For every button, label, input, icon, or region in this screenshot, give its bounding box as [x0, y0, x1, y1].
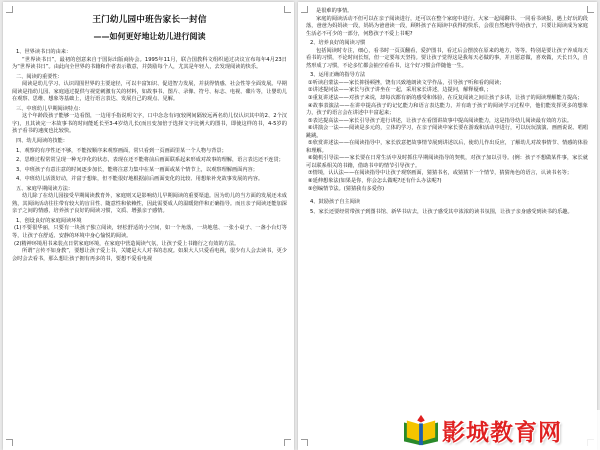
body-paragraph: ①听读启蒙法——家长抑扬顿挫，饶有兴致地朗读文学作品，引导孩子听和看的阅读； [308, 79, 505, 86]
section-heading: 3、中班孩子有意注意的时间逐步加长，能将注意力集中在某一画面或某个情节上，以观察理解画面内容； [16, 166, 258, 173]
right-body [306, 8, 588, 216]
section-heading: 二、阅读的重要性： [16, 73, 63, 80]
left-column [12, 10, 287, 263]
letter-subtitle: ——如何更好地让幼儿进行阅读 [93, 32, 206, 41]
crop-mark [587, 6, 594, 13]
section-heading: 三、中班幼儿早期阅读特点： [16, 105, 84, 112]
section-heading: 1、世界读书日的由来： [16, 49, 72, 55]
body-paragraph: 家庭的阅读活动不但可以在亲子阅读进行，还可以在整个家庭中进行。大家一起阅聊书、一同看书读报，遇上好玩的段落，爸爸为妈妈读一段，妈妈为爸爸读一段，顾料孩子在阅读中获得的快乐，会很自然地传导给孩子，只要让阅读成为家庭生活必不可少的一部分，何愁孩子不爱上书呢? [306, 15, 588, 37]
site-watermark [400, 410, 600, 450]
body-paragraph: (1)不要很华丽，只要有一块孩子独立阅读，轻松舒适的小空间，如一个角落，一块地毯、一张小桌子、一盏小台灯等等，让孩子在舒适、安静的环境中身心愉悦的阅读。 [12, 225, 287, 240]
body-paragraph: ⑤表达提高法——家长引导孩子进行讲述，让孩子在看图讲故事中提高阅读能力，这是指导幼儿阅读最有效的方法。 [308, 117, 573, 124]
section-heading: 4、鼓励孩子自主阅读 [310, 199, 360, 206]
body-paragraph: 是很难的事情。 [316, 8, 353, 14]
right-column [306, 8, 588, 216]
section-heading: 2、培养良好的阅读习惯 [310, 40, 366, 47]
section-heading: 3、运用正确的指导方法 [310, 72, 366, 79]
section-heading: 四、幼儿阅读的技能： [16, 138, 68, 145]
book-logo-icon [402, 413, 440, 447]
section-heading: 1、创设良好的家庭阅读环境 [16, 217, 82, 224]
body-paragraph: “世界读书日”，最初的创意来自于国际出版商协会。1995年11月，联合国教科文组织通过决议宣布每年4月23日为“世界读书日”。由此向全世界的书籍和作者表示敬意，并鼓励每个人，尤其是年轻人，去发现阅读的快乐。 [12, 56, 287, 71]
body-paragraph: ⑤欣赏讲述法——在阅读指导中，家长放意把故事情节展到讲述以后，使幼儿作出反应，了解幼儿对故事情节、情感的体验和理解。 [306, 140, 588, 154]
watermark-text: 影城教育网 [442, 419, 562, 446]
crop-mark [284, 439, 291, 446]
section-heading: 五、家庭早期阅读方法： [16, 185, 74, 192]
document-page-left [3, 2, 294, 450]
section-heading: 5、家长还要经常带孩子到图书馆、新华书店去，让孩子感受其中浓浓的读书氛围，让孩子亲身感受到读书的乐趣。 [310, 208, 573, 215]
body-paragraph: ⑥随机引导法——家长要在日常生活中及时抓住早期阅读指导的契机，对孩子加以引导。(例：孩子不想做某件事，家长就可以联系相关的书籍，借助书中的情节引导孩子。 [306, 155, 588, 169]
body-paragraph: (2)精神环境用书来装点日常家庭环境，在家庭中营造阅读气氛，让孩子爱上书籍行之有效的方法。 [14, 240, 240, 247]
body-paragraph: 包括阅读时专注，细心，看书时一页页翻看，爱护图书，看过后会摆放在原来的地方，等等。特别是要让孩子养成每天看书的习惯，不论时间长短，但一定要每天坚持。要让孩子觉得这是我每天必做的事，并且愿意做，喜欢做，天长日久，自然形成了习惯，不论多忙都会抽空看看书，这个好习惯会伴随他一生。 [306, 47, 588, 69]
body-paragraph: ⑨创编情节法。(猜猜我有多爱你) [308, 185, 385, 192]
section-heading: 1、观察的有序性还不够，不能按顺序来观察画面，常只看到一页画面里某一个人物与背景； [16, 147, 227, 154]
body-paragraph: ⑥讲演会一法——阅读是多元的，立体的学习，在亲子阅读中家长要在游戏和活动中进行，可以玩玩演演、画画说说、唱唱跳跳。 [306, 125, 588, 139]
body-paragraph: ⑧延伸想象法(如果是你，你会怎么做呢?还有什么办法呢?) [308, 178, 442, 185]
document-page-right [298, 2, 597, 450]
left-body [12, 49, 287, 263]
section-heading: 4、中班幼儿活泼好动，并富于想象，但不能很好地根据前后画面变化的比较、用想象补充故事发展的内容。 [16, 176, 264, 183]
crop-mark [6, 439, 13, 446]
body-paragraph: ④故事表演法——在讲中提高孩子的记忆能力和语言表达能力，并有助于孩子的阅读学习过程中，他们能发挥更多的想象力，孩子的语言会在讲述中丰富起来； [306, 102, 588, 117]
body-paragraph: 幼儿除了在幼儿园接受早期阅读教育外，家庭则又是影响幼儿早期阅读的重要渠道。因为幼儿的当方面的发展还未成熟，其阅读活动往往带有较大的盲目性、随意性和依赖性，因此需要成人的温暖陪伴和正确指导。而且亲子阅读还能加深亲子之间的情感，培养孩子良好的阅读习惯，文质、增强亲子感情。 [12, 193, 287, 215]
body-paragraph: ⑦情境，认认法——在阅读指导中让孩子观察画面，猜猜书名，或猜猜下一个情节，猜猜角色的语言，认读书名等； [308, 170, 573, 177]
body-paragraph: ②讲述提问法——家长与孩子讲坐在一起，采用家长讲述，边提问，解释疑难，； [308, 87, 492, 94]
letter-title: 王门幼儿园中班告家长一封信 [92, 15, 207, 25]
body-paragraph: ③重复讲述法——对孩子来说，却每次都有新的感受和体验，在反复阅读之间让孩子多讲，让孩子的阅读理解能力提高； [308, 95, 583, 102]
body-paragraph: 这个年龄段孩子能够一边看图，一边用手指说明文字，口中念念有词(较网间隔较远两名幼儿仅认识其中的2、2个汉字)，且其读完一本故事书的时间能延长至3-4岁幼儿长(而且变加倍于选择文字比例大的图书，即使这样的书，4-5岁的孩子看书的速度也比较快。 [12, 113, 287, 135]
section-heading: 2、思维过程常常呈现一种无序化的状态，表现在还不能将前后画面联系起来形成对故事的理解，语言表达还不连贯； [16, 157, 284, 164]
body-paragraph: 所谓“言传不如身教”，要想让孩子爱上书，关键是大人对书的态度。如果大人只爱看电视，很少有人会去读书，更少会时会去看书，那么想让孩子拥有再多的书，要想不爱看电视 [12, 248, 287, 262]
crop-mark [301, 439, 308, 446]
body-paragraph: 阅读是幼儿学习、认识周围世界的主要途径，可以丰富知识、促进智力发展，并获得情感、社会性等全面发展。早期阅读是指幼儿园、家庭通过提供与视觉刺激有关的材料，如故事书、图片、录像、符号、标志、电视、碟片等，让婴幼儿在观察、思维、想象等基础上，进行语言表达、发展自己的观点、见解。 [12, 81, 287, 103]
